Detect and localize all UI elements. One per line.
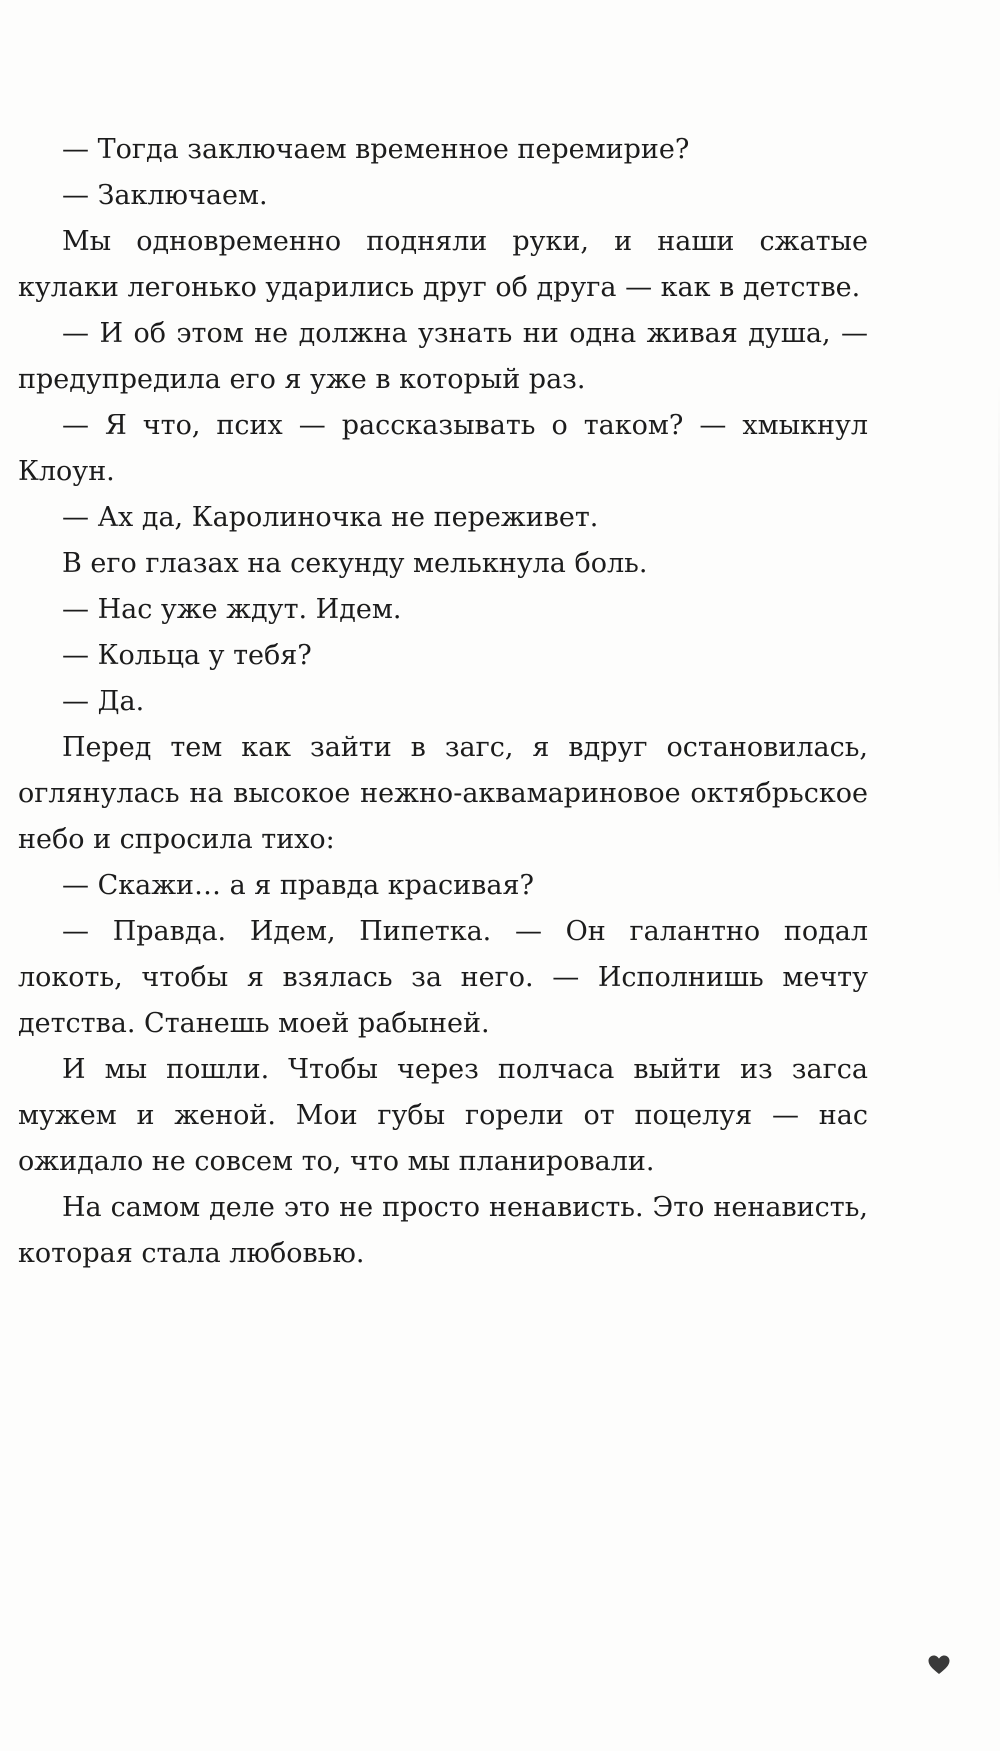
paragraph: — Да. xyxy=(62,686,145,717)
page-text xyxy=(18,127,868,1277)
paragraph: И мы пошли. Чтобы через полчаса выйти из загса мужем и женой. Мои губы горели от поцелуя — нас ожидало не совсем то, что мы планировали. xyxy=(18,1054,868,1177)
paragraph: — Заключаем. xyxy=(62,180,268,211)
paragraph: — Ах да, Каролиночка не переживет. xyxy=(62,502,599,533)
paragraph: — Нас уже ждут. Идем. xyxy=(62,594,402,625)
paragraph: В его глазах на секунду мелькнула боль. xyxy=(62,548,648,579)
paragraph: — Я что, псих — рассказывать о таком? — хмыкнул Клоун. xyxy=(18,410,868,487)
paragraph: — Кольца у тебя? xyxy=(62,640,312,671)
paragraph: — Правда. Идем, Пипетка. — Он галантно подал локоть, чтобы я взялась за него. — Исполнишь мечту детства. Станешь моей рабыней. xyxy=(18,916,868,1039)
paragraph: — Тогда заключаем временное перемирие? xyxy=(62,134,690,165)
paragraph: — И об этом не должна узнать ни одна живая душа, — предупредила его я уже в который раз. xyxy=(18,318,868,395)
paragraph: Мы одновременно подняли руки, и наши сжатые кулаки легонько ударились друг об друга — как в детстве. xyxy=(18,226,868,303)
paragraph: На самом деле это не просто ненависть. Это ненависть, которая стала любовью. xyxy=(18,1192,868,1269)
paragraph: Перед тем как зайти в загс, я вдруг остановилась, оглянулась на высокое нежно-аквамариновое октябрьское небо и спросила тихо: xyxy=(18,732,868,855)
paragraph: — Скажи… а я правда красивая? xyxy=(62,870,534,901)
heart-icon xyxy=(928,1655,950,1675)
